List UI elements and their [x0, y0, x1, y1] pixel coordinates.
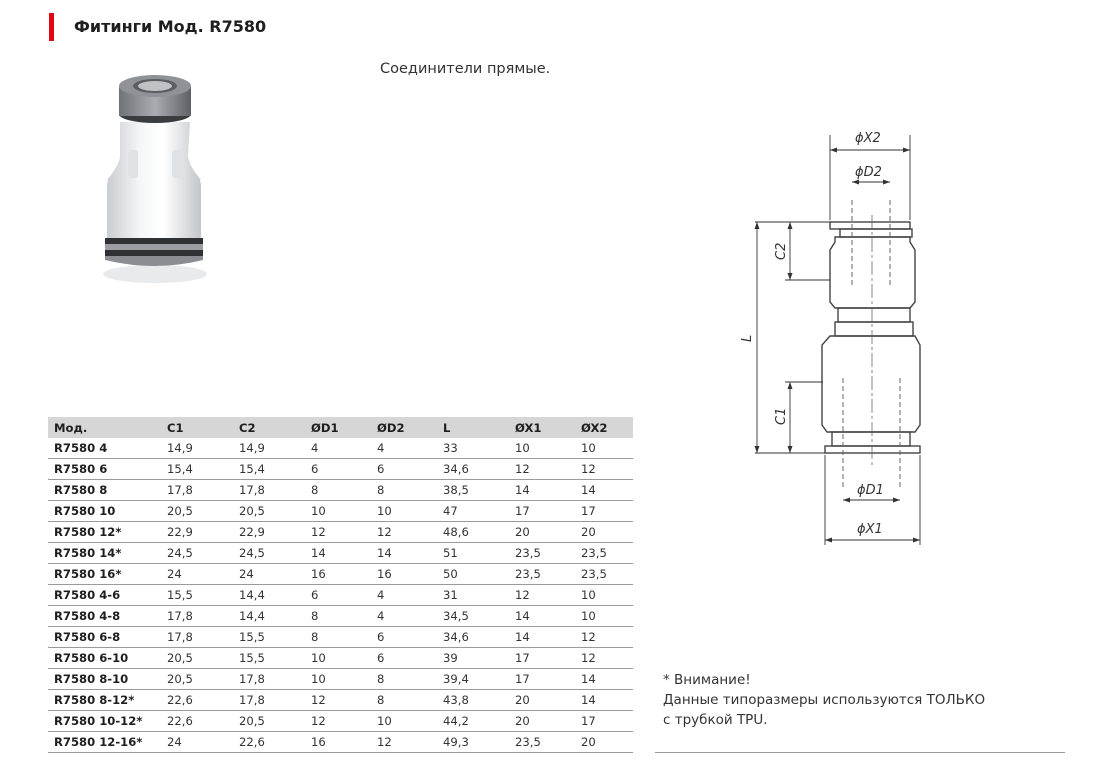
table-row — [48, 564, 633, 585]
cell-mod — [48, 480, 161, 501]
page-title: Фитинги Мод. R7580 — [74, 17, 267, 36]
cell-l: 49,3 — [437, 732, 509, 753]
footer-divider — [655, 752, 1065, 753]
cell-mod — [48, 606, 161, 627]
mod-code: R7580 8-10 — [54, 672, 129, 686]
mod-code: R7580 4 — [54, 441, 108, 455]
cell-c2: 22,9 — [233, 522, 305, 543]
cell-l: 43,8 — [437, 690, 509, 711]
cell-x2: 10 — [575, 606, 633, 627]
cell-c1: 17,8 — [161, 606, 233, 627]
cell-d1: 16 — [305, 564, 371, 585]
cell-x1: 20 — [509, 711, 575, 732]
cell-x2: 10 — [575, 585, 633, 606]
label-x2: ϕX2 — [855, 131, 881, 146]
mod-code: R7580 6-10 — [54, 651, 129, 665]
col-header-d1: ØD1 — [305, 417, 371, 438]
cell-l: 44,2 — [437, 711, 509, 732]
cell-d2: 12 — [371, 522, 437, 543]
cell-mod — [48, 669, 161, 690]
cell-c2: 15,5 — [233, 648, 305, 669]
cell-c2: 14,4 — [233, 606, 305, 627]
cell-x1: 14 — [509, 480, 575, 501]
col-header-mod: Мод. — [48, 417, 161, 438]
technical-drawing — [735, 120, 965, 560]
cell-c2: 15,5 — [233, 627, 305, 648]
cell-mod — [48, 438, 161, 459]
mod-code: R7580 6-8 — [54, 630, 121, 644]
cell-c2: 17,8 — [233, 669, 305, 690]
cell-d2: 4 — [371, 585, 437, 606]
cell-x2: 12 — [575, 648, 633, 669]
table-row — [48, 543, 633, 564]
cell-d2: 4 — [371, 606, 437, 627]
cell-x1: 10 — [509, 438, 575, 459]
cell-x2: 14 — [575, 480, 633, 501]
product-photo — [80, 62, 230, 292]
cell-d1: 8 — [305, 627, 371, 648]
cell-d1: 6 — [305, 585, 371, 606]
label-x1: ϕX1 — [857, 522, 883, 537]
table-row — [48, 648, 633, 669]
cell-x2: 12 — [575, 459, 633, 480]
label-l: L — [740, 334, 755, 342]
cell-x2: 14 — [575, 669, 633, 690]
cell-l: 31 — [437, 585, 509, 606]
cell-mod — [48, 711, 161, 732]
cell-x2: 10 — [575, 438, 633, 459]
cell-x1: 23,5 — [509, 564, 575, 585]
cell-l: 33 — [437, 438, 509, 459]
cell-c1: 22,9 — [161, 522, 233, 543]
label-c2: C2 — [774, 242, 789, 260]
cell-c2: 14,9 — [233, 438, 305, 459]
note-mark: * — [136, 714, 143, 728]
cell-l: 34,5 — [437, 606, 509, 627]
cell-d2: 8 — [371, 480, 437, 501]
cell-x1: 23,5 — [509, 543, 575, 564]
cell-l: 47 — [437, 501, 509, 522]
cell-d1: 10 — [305, 648, 371, 669]
cell-d1: 12 — [305, 522, 371, 543]
note-text-line2: с трубкой TPU. — [663, 712, 768, 728]
cell-x2: 23,5 — [575, 543, 633, 564]
table-row — [48, 711, 633, 732]
cell-d1: 8 — [305, 480, 371, 501]
cell-d2: 8 — [371, 669, 437, 690]
cell-mod — [48, 648, 161, 669]
cell-d2: 6 — [371, 648, 437, 669]
table-row — [48, 585, 633, 606]
table-row — [48, 606, 633, 627]
note-mark: * — [136, 735, 143, 749]
table-row — [48, 459, 633, 480]
cell-c2: 15,4 — [233, 459, 305, 480]
table-row — [48, 438, 633, 459]
note-mark: * — [115, 567, 122, 581]
cell-c1: 15,5 — [161, 585, 233, 606]
cell-x2: 23,5 — [575, 564, 633, 585]
note-mark: * — [115, 546, 122, 560]
cell-mod — [48, 627, 161, 648]
mod-code: R7580 14 — [54, 546, 116, 560]
table-row — [48, 669, 633, 690]
cell-d2: 10 — [371, 711, 437, 732]
cell-c1: 22,6 — [161, 690, 233, 711]
mod-code: R7580 12-16 — [54, 735, 137, 749]
table-row — [48, 501, 633, 522]
cell-mod — [48, 690, 161, 711]
cell-c2: 20,5 — [233, 711, 305, 732]
cell-x1: 17 — [509, 669, 575, 690]
cell-l: 39 — [437, 648, 509, 669]
cell-l: 48,6 — [437, 522, 509, 543]
cell-mod — [48, 732, 161, 753]
cell-l: 34,6 — [437, 459, 509, 480]
cell-x1: 20 — [509, 690, 575, 711]
mod-code: R7580 4-6 — [54, 588, 121, 602]
cell-x1: 12 — [509, 585, 575, 606]
cell-l: 51 — [437, 543, 509, 564]
cell-x1: 23,5 — [509, 732, 575, 753]
cell-d1: 10 — [305, 501, 371, 522]
col-header-c2: C2 — [233, 417, 305, 438]
cell-c1: 17,8 — [161, 627, 233, 648]
cell-mod — [48, 522, 161, 543]
mod-code: R7580 12 — [54, 525, 116, 539]
cell-d1: 12 — [305, 711, 371, 732]
mod-code: R7580 16 — [54, 567, 116, 581]
cell-x1: 14 — [509, 627, 575, 648]
cell-d2: 8 — [371, 690, 437, 711]
cell-d2: 16 — [371, 564, 437, 585]
cell-d1: 8 — [305, 606, 371, 627]
mod-code: R7580 6 — [54, 462, 108, 476]
title-accent-bar — [49, 13, 54, 41]
cell-x2: 14 — [575, 690, 633, 711]
cell-c1: 24,5 — [161, 543, 233, 564]
cell-c1: 22,6 — [161, 711, 233, 732]
cell-d2: 4 — [371, 438, 437, 459]
mod-code: R7580 10 — [54, 504, 116, 518]
note-mark: * — [128, 693, 135, 707]
cell-x2: 17 — [575, 501, 633, 522]
cell-mod — [48, 564, 161, 585]
mod-code: R7580 10-12 — [54, 714, 137, 728]
cell-c1: 20,5 — [161, 501, 233, 522]
note-text-line1: Данные типоразмеры используются ТОЛЬКО — [663, 692, 986, 708]
cell-c2: 24,5 — [233, 543, 305, 564]
cell-d1: 10 — [305, 669, 371, 690]
cell-x2: 20 — [575, 732, 633, 753]
spec-table — [48, 417, 633, 753]
cell-mod — [48, 459, 161, 480]
cell-x1: 17 — [509, 501, 575, 522]
cell-c2: 20,5 — [233, 501, 305, 522]
cell-c2: 14,4 — [233, 585, 305, 606]
cell-c2: 17,8 — [233, 690, 305, 711]
cell-d1: 14 — [305, 543, 371, 564]
note-mark: * — [115, 525, 122, 539]
cell-l: 38,5 — [437, 480, 509, 501]
page-subtitle: Соединители прямые. — [380, 61, 551, 77]
cell-l: 34,6 — [437, 627, 509, 648]
cell-c2: 17,8 — [233, 480, 305, 501]
col-header-d2: ØD2 — [371, 417, 437, 438]
cell-x1: 12 — [509, 459, 575, 480]
attention-note — [663, 670, 985, 730]
cell-d1: 6 — [305, 459, 371, 480]
cell-d1: 16 — [305, 732, 371, 753]
cell-x2: 17 — [575, 711, 633, 732]
dimension-arrows — [755, 148, 921, 543]
cell-l: 50 — [437, 564, 509, 585]
cell-c2: 24 — [233, 564, 305, 585]
cell-c1: 14,9 — [161, 438, 233, 459]
table-row — [48, 690, 633, 711]
table-header-row — [48, 417, 633, 438]
cell-x1: 20 — [509, 522, 575, 543]
label-c1: C1 — [774, 407, 789, 425]
cell-mod — [48, 501, 161, 522]
col-header-x2: ØX2 — [575, 417, 633, 438]
table-row — [48, 480, 633, 501]
cell-x2: 20 — [575, 522, 633, 543]
cell-x2: 12 — [575, 627, 633, 648]
cell-c1: 20,5 — [161, 648, 233, 669]
table-row — [48, 627, 633, 648]
fitting-outline — [822, 222, 920, 453]
cell-l: 39,4 — [437, 669, 509, 690]
cell-d2: 6 — [371, 459, 437, 480]
cell-c1: 24 — [161, 732, 233, 753]
cell-d2: 14 — [371, 543, 437, 564]
table-row — [48, 732, 633, 753]
cell-c1: 15,4 — [161, 459, 233, 480]
cell-mod — [48, 585, 161, 606]
cell-d1: 12 — [305, 690, 371, 711]
mod-code: R7580 8-12 — [54, 693, 129, 707]
cell-c1: 24 — [161, 564, 233, 585]
cell-x1: 17 — [509, 648, 575, 669]
cell-d2: 12 — [371, 732, 437, 753]
label-d1: ϕD1 — [857, 483, 884, 498]
cell-c1: 20,5 — [161, 669, 233, 690]
dimension-lines — [755, 135, 920, 545]
col-header-l: L — [437, 417, 509, 438]
label-d2: ϕD2 — [855, 165, 882, 180]
cell-x1: 14 — [509, 606, 575, 627]
cell-d2: 10 — [371, 501, 437, 522]
note-heading: * Внимание! — [663, 672, 751, 688]
cell-mod — [48, 543, 161, 564]
col-header-x1: ØX1 — [509, 417, 575, 438]
cell-d2: 6 — [371, 627, 437, 648]
mod-code: R7580 8 — [54, 483, 108, 497]
col-header-c1: C1 — [161, 417, 233, 438]
cell-d1: 4 — [305, 438, 371, 459]
table-row — [48, 522, 633, 543]
mod-code: R7580 4-8 — [54, 609, 121, 623]
cell-c2: 22,6 — [233, 732, 305, 753]
cell-c1: 17,8 — [161, 480, 233, 501]
